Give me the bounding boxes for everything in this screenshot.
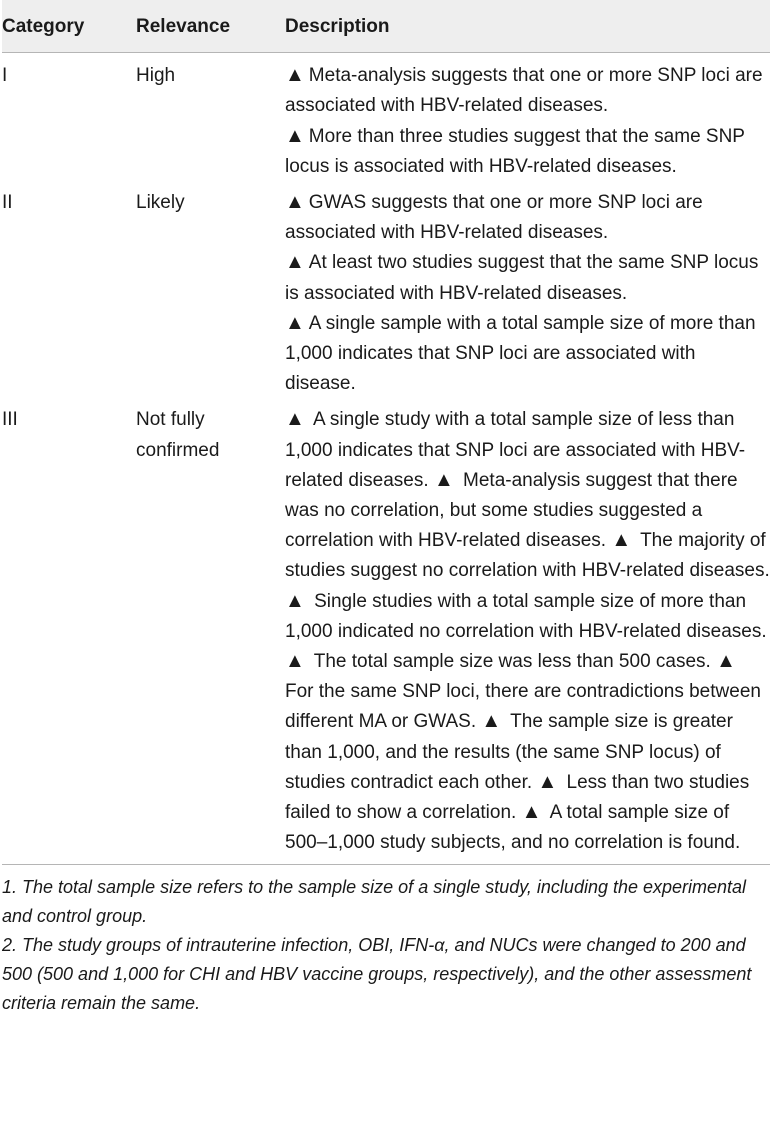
triangle-bullet-icon: ▲ (716, 650, 736, 673)
triangle-bullet-icon: ▲ (285, 124, 305, 147)
cell-relevance: Not fully confirmed (136, 401, 285, 865)
triangle-bullet-icon: ▲ (285, 191, 305, 214)
cell-relevance: Likely (136, 192, 185, 214)
footnote-1: 1. The total sample size refers to the sample size of a single study, including the experimental and control group. (2, 877, 747, 927)
description-text: Meta-analysis suggests that one or more SNP loci are associated with HBV-related diseases. (285, 65, 763, 117)
description-text: More than three studies suggest that the same SNP locus is associated with HBV-related diseases. (285, 125, 745, 177)
header-category: Category (2, 0, 136, 53)
description-item (285, 188, 770, 248)
description-text: The majority of studies suggest no correlation with HBV-related diseases. (285, 530, 770, 582)
description-item (285, 309, 770, 400)
table-footnotes (2, 865, 770, 1018)
description-text: A total sample size of 500–1,000 study subjects, and no correlation is found. (285, 802, 741, 854)
description-text: Single studies with a total sample size of more than 1,000 indicated no correlation with HBV-related diseases. (285, 590, 767, 642)
description-text: At least two studies suggest that the same SNP locus is associated with HBV-related diseases. (285, 252, 759, 304)
description-text: The total sample size was less than 500 cases. (313, 651, 711, 673)
footnote-2: 2. The study groups of intrauterine infection, OBI, IFN-α, and NUCs were changed to 200 and 500 (500 and 1,000 for CHI and HBV vaccine groups, respectively), and the other assessment criteria remain the same. (2, 935, 752, 1014)
description-text: A single sample with a total sample size of more than 1,000 indicates that SNP loci are associated with disease. (285, 312, 756, 395)
triangle-bullet-icon: ▲ (285, 408, 305, 431)
cell-description (285, 184, 770, 401)
header-relevance: Relevance (136, 0, 285, 53)
cell-description (285, 401, 770, 865)
cell-category: I (2, 65, 8, 87)
description-text: Meta-analysis suggest that there was no correlation, but some studies suggested a correlation with HBV-related diseases. (285, 469, 738, 552)
triangle-bullet-icon: ▲ (481, 710, 502, 733)
triangle-bullet-icon: ▲ (285, 64, 305, 87)
description-text: For the same SNP loci, there are contradictions between different MA or GWAS. (285, 681, 761, 733)
description-text: Less than two studies failed to show a correlation. (285, 771, 750, 824)
triangle-bullet-icon: ▲ (285, 311, 305, 334)
table-row-category-i (2, 53, 770, 184)
header-description: Description (285, 0, 770, 53)
table-header-row (2, 0, 770, 53)
cell-category: III (2, 401, 136, 865)
table-row-category-iii (2, 401, 770, 865)
description-item (285, 61, 770, 121)
evidence-criteria-table (2, 0, 770, 865)
table-row-category-ii (2, 184, 770, 401)
description-text: A single study with a total sample size of less than 1,000 indicates that SNP loci are associated with HBV-related diseases. (285, 409, 746, 491)
description-item (285, 248, 770, 308)
cell-description (285, 53, 770, 184)
description-item (285, 122, 770, 182)
triangle-bullet-icon: ▲ (285, 650, 305, 673)
description-text: The sample size is greater than 1,000, and the results (the same SNP locus) of studies contradict each other. (285, 711, 733, 793)
triangle-bullet-icon: ▲ (611, 529, 632, 552)
triangle-bullet-icon: ▲ (433, 468, 454, 491)
triangle-bullet-icon: ▲ (285, 251, 305, 274)
cell-category: II (2, 192, 13, 214)
triangle-bullet-icon: ▲ (537, 770, 558, 793)
triangle-bullet-icon: ▲ (285, 589, 305, 612)
description-text: GWAS suggests that one or more SNP loci are associated with HBV-related diseases. (285, 192, 703, 244)
cell-relevance: High (136, 65, 176, 87)
triangle-bullet-icon: ▲ (521, 801, 542, 824)
